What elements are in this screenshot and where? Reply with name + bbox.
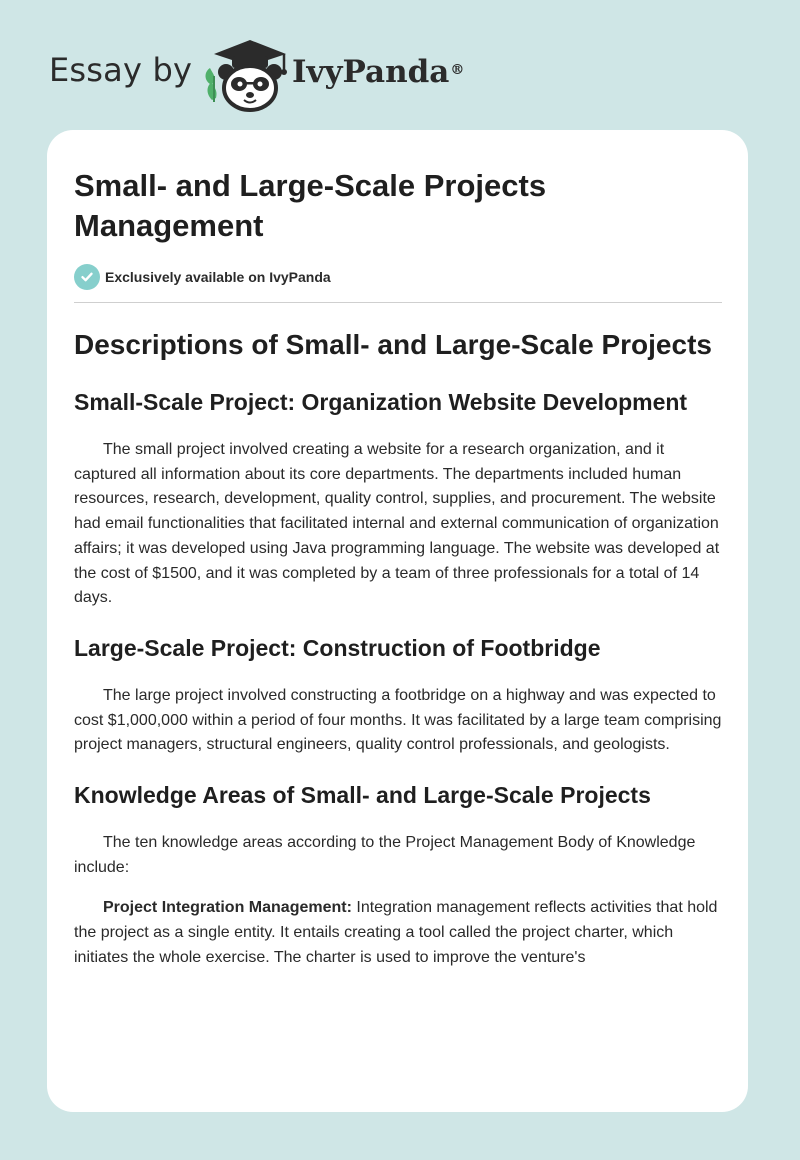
- large-project-heading: Large-Scale Project: Construction of Footbridge: [74, 634, 601, 661]
- knowledge-areas-paragraph: The ten knowledge areas according to the Project Management Body of Knowledge include:: [74, 834, 696, 876]
- large-project-paragraph: The large project involved constructing a footbridge on a highway and was expected to cost $1,000,000 within a period of four months. It was facilitated by a large team comprising project managers, structural engineers, quality control professionals, and geologists.: [74, 686, 722, 754]
- essay-title: Small- and Large-Scale Projects Management: [74, 168, 547, 243]
- knowledge-areas-heading: Knowledge Areas of Small- and Large-Scale Projects: [74, 782, 651, 809]
- section-heading: Descriptions of Small- and Large-Scale Projects: [74, 329, 712, 360]
- integration-paragraph: [74, 896, 722, 970]
- integration-text: Integration management reflects activities that hold the project as a single entity. It entails creating a tool called the project charter, which initiates the whole exercise. The charter is used to improve the venture's: [74, 899, 718, 966]
- registered-mark: ®: [450, 62, 465, 78]
- check-icon: [74, 264, 100, 290]
- small-project-paragraph: The small project involved creating a website for a research organization, and it captured all information about its core departments. The departments included human resources, research, development, quality control, supplies, and procurement. The website had email functionalities that facilitated internal and external communication of organization affairs; it was developed using Java programming language. The website was developed at the cost of $1500, and it was completed by a team of three professionals for a total of 14 days.: [74, 441, 720, 607]
- small-project-heading: Small-Scale Project: Organization Website Development: [74, 389, 688, 415]
- site-header: [0, 0, 800, 120]
- brand-name[interactable]: [292, 52, 464, 92]
- integration-label: Project Integration Management:: [103, 899, 352, 917]
- essay-card: [47, 130, 748, 1112]
- availability-text: Exclusively available on IvyPanda: [105, 269, 331, 285]
- brand-prefix: Essay by: [49, 51, 193, 89]
- title-divider: [74, 302, 722, 303]
- panda-logo-icon[interactable]: [200, 36, 292, 112]
- brand-name-text: IvyPanda: [292, 54, 450, 90]
- availability-badge: [74, 264, 722, 290]
